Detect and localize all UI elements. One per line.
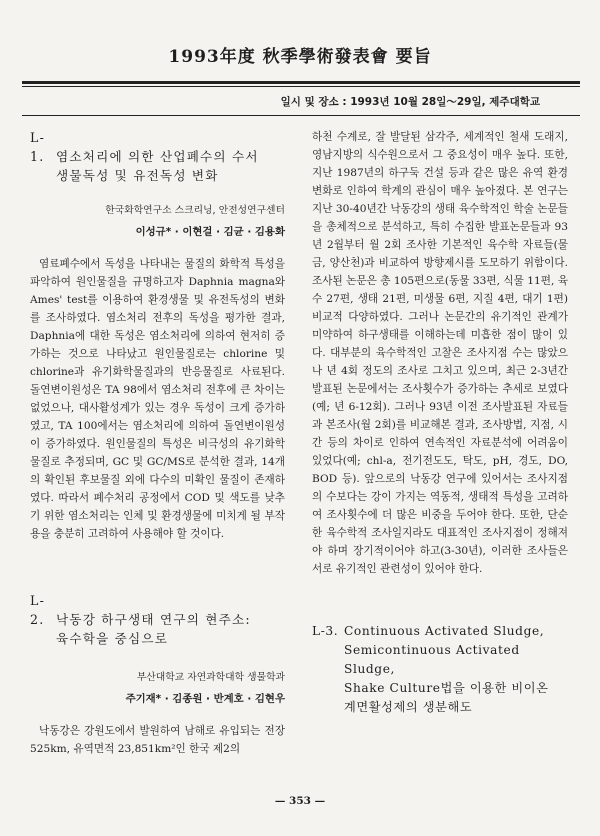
section-l1-affiliation: 한국화학연구소 스크리닝, 안전성연구센터 xyxy=(105,205,285,216)
page-title: 1993年度 秋季學術發表會 要旨 xyxy=(168,47,432,67)
section-l1-title-line1: 염소처리에 의한 산업폐수의 수서 xyxy=(56,149,259,164)
section-l3-heading xyxy=(312,622,568,717)
section-l2-title-line2: 육수학을 중심으로 xyxy=(56,631,169,646)
meeting-info: 일시 및 장소 : 1993년 10월 28일～29일, 제주대학교 xyxy=(280,96,540,108)
section-l3-title-line2: Semicontinuous Activated Sludge, xyxy=(344,643,520,676)
page-number: — 353 — xyxy=(274,795,326,807)
section-l2-body-start: 낙동강은 강원도에서 발원하여 남해로 유입되는 전장 525km, 유역면적 23,851km²인 한국 제2의 xyxy=(30,725,285,755)
section-l1-authors: 이성규* · 이현걸 · 김균 · 김용화 xyxy=(135,226,285,238)
section-l3-title-line1: Continuous Activated Sludge, xyxy=(344,624,545,638)
section-l2-authors: 주기재* · 김종원 · 반계호 · 김현우 xyxy=(125,693,285,705)
section-l1-title-line2: 생물독성 및 유전독성 변화 xyxy=(56,168,219,183)
section-l2-title-line1: 낙동강 하구생태 연구의 현주소: xyxy=(56,612,251,627)
section-l3-title-line4: 계면활성제의 생분해도 xyxy=(344,700,473,714)
section-l2-affiliation: 부산대학교 자연과학대학 생물학과 xyxy=(136,672,285,683)
section-l1-body: 염료폐수에서 독성을 나타내는 물질의 화학적 특성을 파악하여 원인물질을 규명하고자 Daphnia magna와 Ames' test를 이용하여 환경생물 및 유전독성의 변화를 조사하였다. 염소처리 전후의 독성을 평가한 결과, Daphnia에 대한 독성은 염소처리에 의하여 현저히 증가하는 것으로 나타났고 원인물질로는 chlorine 및 chlorine과 유기화학물질과의 반응물질로 사료된다. 돌연변이원성은 TA 98에서 염소처리 전후에 큰 차이는 없었으나, 대사활성계가 있는 경우 독성이 크게 증가하였고, TA 100에서는 염소처리에 의하여 돌연변이원성이 증가하였다. 원인물질의 특성은 비극성의 유기화학물질로 추정되며, GC 및 GC/MS로 분석한 결과, 14개의 확인된 후보물질 외에 다수의 미확인 물질이 존재하였다. 따라서 폐수처리 공정에서 COD 및 색도를 낮추기 위한 염소처리는 인체 및 환경생물에 미치게 될 부작용을 충분히 고려하여 사용해야 할 것이다. xyxy=(30,258,285,540)
title-rule-thick xyxy=(22,81,580,84)
section-l1-heading xyxy=(30,128,285,185)
section-l2-number: L-2. xyxy=(30,593,46,627)
section-l2-heading xyxy=(30,591,285,648)
meta-rule xyxy=(22,115,580,116)
section-l3-number: L-3. xyxy=(312,624,339,638)
right-column xyxy=(312,128,568,717)
section-l2-body-continued: 하천 수계로, 잘 발달된 삼각주, 세계적인 철새 도래지, 영남지방의 식수원으로서 그 중요성이 매우 높다. 또한, 지난 1987년의 하구둑 건설 등과 같은 많은 유역 환경변화로 인하여 학계의 관심이 매우 높아졌다. 본 연구는 지난 30-40년간 낙동강의 생태 육수학적인 학술 논문들을 총체적으로 분석하고, 특히 수집한 발표논문들과 93년 2월부터 월 2회 조사한 기본적인 육수학 자료들(물금, 양산천)과 비교하여 방향제시를 도모하기 위함이다. 조사된 논문은 총 105편으로(동물 33편, 식물 11편, 육수 27편, 생태 21편, 미생물 6편, 지질 4편, 대기 1편) 비교적 다양하였다. 그러나 논문간의 유기적인 관계가 미약하여 하구생태를 이해하는데 미흡한 점이 많이 있다. 대부분의 육수학적인 고찰은 조사지점 수는 많았으나 년 4회 정도의 조사로 그치고 있으며, 최근 2-3년간 발표된 논문에서는 조사횟수가 증가하는 추세로 보였다(예; 년 6-12회). 그러나 93년 이전 조사발표된 자료들과 본조사(월 2회)를 비교해본 결과, 조사방법, 지점, 시간 등의 차이로 인하여 연속적인 자료분석에 어려움이 있었다(예; chl-a, 전기전도도, 탁도, pH, 경도, DO, BOD 등). 앞으로의 낙동강 연구에 있어서는 조사지점의 수보다는 강이 가지는 역동적, 생태적 특성을 고려하여 조사횟수에 더 많은 비중을 두어야 한다. 또한, 단순한 육수학적 조사일지라도 대표적인 조사지점이 정해져야 하며 장기적이어야 하고(3-30년), 이러한 조사들은 서로 유기적인 관련성이 있어야 한다. xyxy=(312,131,568,575)
section-l3-title-line3: Shake Culture법을 이용한 비이온 xyxy=(344,681,549,695)
left-column xyxy=(30,128,285,769)
section-l1-number: L-1. xyxy=(30,130,46,164)
title-rule-thin xyxy=(22,86,580,87)
